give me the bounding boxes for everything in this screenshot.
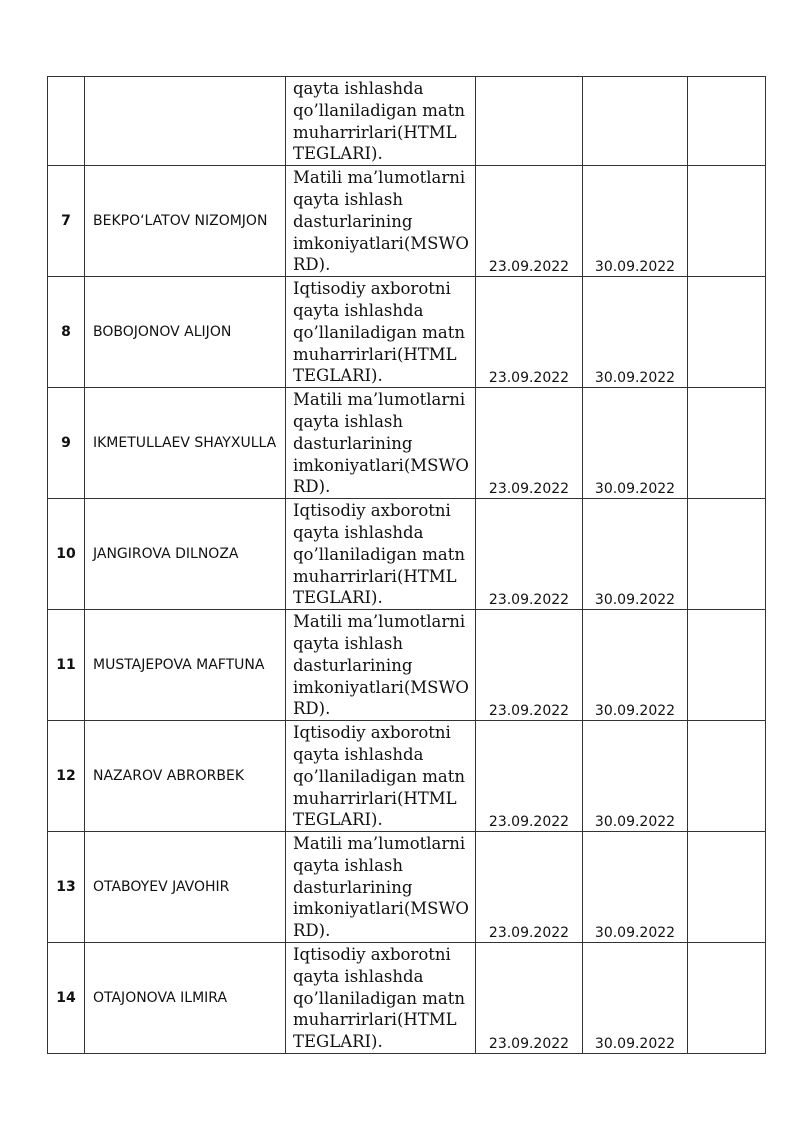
start-date: 23.09.2022: [476, 499, 583, 610]
table-row: [48, 166, 766, 277]
lesson-topic: [286, 277, 476, 388]
topic-line: qayta ishlashda: [293, 966, 424, 986]
table-row: [48, 832, 766, 943]
table-row: [48, 388, 766, 499]
lesson-topic: [286, 832, 476, 943]
empty-cell: [688, 277, 766, 388]
table-row: [48, 610, 766, 721]
table-row: [48, 721, 766, 832]
end-date: 30.09.2022: [583, 610, 688, 721]
student-name: IKMETULLAEV SHAYXULLA: [85, 388, 286, 499]
topic-line: qo’llaniladigan matn: [293, 100, 466, 120]
topic-line: qayta ishlashda: [293, 300, 424, 320]
topic-line: qayta ishlashda: [293, 522, 424, 542]
topic-line: TEGLARI).: [293, 810, 383, 830]
row-number: 14: [48, 943, 85, 1054]
lesson-topic: [286, 166, 476, 277]
topic-line: muharrirlari(HTML: [293, 1010, 457, 1030]
lesson-topic: [286, 943, 476, 1054]
row-number: 11: [48, 610, 85, 721]
lesson-topic: [286, 77, 476, 166]
start-date: 23.09.2022: [476, 832, 583, 943]
row-number: 9: [48, 388, 85, 499]
topic-line: dasturlarining: [293, 211, 413, 231]
empty-cell: [688, 166, 766, 277]
empty-cell: [688, 832, 766, 943]
topic-line: qo’llaniladigan matn: [293, 766, 466, 786]
topic-line: Matili ma’lumotlarni: [293, 390, 466, 410]
table-row: [48, 499, 766, 610]
student-schedule-table: [47, 76, 766, 1054]
empty-cell: [688, 610, 766, 721]
topic-line: qayta ishlashda: [293, 79, 424, 98]
end-date: 30.09.2022: [583, 277, 688, 388]
end-date: 30.09.2022: [583, 832, 688, 943]
topic-line: RD).: [293, 477, 331, 497]
row-number: 10: [48, 499, 85, 610]
student-name: JANGIROVA DILNOZA: [85, 499, 286, 610]
start-date: 23.09.2022: [476, 610, 583, 721]
topic-line: Matili ma’lumotlarni: [293, 834, 466, 854]
topic-line: TEGLARI).: [293, 588, 383, 608]
topic-line: Iqtisodiy axborotni: [293, 279, 451, 299]
table-row: [48, 943, 766, 1054]
topic-line: Iqtisodiy axborotni: [293, 501, 451, 521]
end-date: 30.09.2022: [583, 943, 688, 1054]
topic-line: dasturlarining: [293, 433, 413, 453]
empty-cell: [688, 77, 766, 166]
topic-line: TEGLARI).: [293, 366, 383, 386]
table-row: [48, 277, 766, 388]
topic-line: muharrirlari(HTML: [293, 566, 457, 586]
lesson-topic: [286, 721, 476, 832]
end-date: 30.09.2022: [583, 166, 688, 277]
lesson-topic: [286, 499, 476, 610]
topic-line: qayta ishlash: [293, 411, 404, 431]
end-date: 30.09.2022: [583, 721, 688, 832]
topic-line: Iqtisodiy axborotni: [293, 945, 451, 965]
topic-line: qayta ishlash: [293, 633, 404, 653]
start-date: [476, 77, 583, 166]
topic-line: qayta ishlashda: [293, 744, 424, 764]
topic-line: imkoniyatlari(MSWO: [293, 899, 469, 919]
topic-line: qayta ishlash: [293, 855, 404, 875]
row-number: 8: [48, 277, 85, 388]
empty-cell: [688, 721, 766, 832]
topic-line: imkoniyatlari(MSWO: [293, 455, 469, 475]
topic-line: muharrirlari(HTML: [293, 788, 457, 808]
lesson-topic: [286, 610, 476, 721]
topic-line: imkoniyatlari(MSWO: [293, 233, 469, 253]
row-number: 7: [48, 166, 85, 277]
topic-line: Matili ma’lumotlarni: [293, 168, 466, 188]
topic-line: qo’llaniladigan matn: [293, 988, 466, 1008]
table-row: [48, 77, 766, 166]
start-date: 23.09.2022: [476, 277, 583, 388]
topic-line: dasturlarining: [293, 877, 413, 897]
student-name: [85, 77, 286, 166]
student-name: OTAJONOVA ILMIRA: [85, 943, 286, 1054]
student-name: OTABOYEV JAVOHIR: [85, 832, 286, 943]
empty-cell: [688, 943, 766, 1054]
end-date: [583, 77, 688, 166]
start-date: 23.09.2022: [476, 166, 583, 277]
row-number: 12: [48, 721, 85, 832]
topic-line: Matili ma’lumotlarni: [293, 612, 466, 632]
table-body: [48, 77, 766, 1054]
start-date: 23.09.2022: [476, 721, 583, 832]
lesson-topic: [286, 388, 476, 499]
topic-line: qo’llaniladigan matn: [293, 544, 466, 564]
student-name: BEKPO‘LATOV NIZOMJON: [85, 166, 286, 277]
topic-line: muharrirlari(HTML: [293, 122, 457, 142]
topic-line: imkoniyatlari(MSWO: [293, 677, 469, 697]
topic-line: RD).: [293, 921, 331, 941]
row-number: 13: [48, 832, 85, 943]
topic-line: qo’llaniladigan matn: [293, 322, 466, 342]
topic-line: qayta ishlash: [293, 189, 404, 209]
row-number: [48, 77, 85, 166]
empty-cell: [688, 388, 766, 499]
topic-line: TEGLARI).: [293, 1032, 383, 1052]
topic-line: RD).: [293, 255, 331, 275]
topic-line: dasturlarining: [293, 655, 413, 675]
topic-line: RD).: [293, 699, 331, 719]
topic-line: Iqtisodiy axborotni: [293, 723, 451, 743]
student-name: BOBOJONOV ALIJON: [85, 277, 286, 388]
empty-cell: [688, 499, 766, 610]
topic-line: muharrirlari(HTML: [293, 344, 457, 364]
topic-line: TEGLARI).: [293, 144, 383, 164]
start-date: 23.09.2022: [476, 388, 583, 499]
student-name: NAZAROV ABRORBEK: [85, 721, 286, 832]
student-name: MUSTAJEPOVA MAFTUNA: [85, 610, 286, 721]
start-date: 23.09.2022: [476, 943, 583, 1054]
end-date: 30.09.2022: [583, 499, 688, 610]
end-date: 30.09.2022: [583, 388, 688, 499]
